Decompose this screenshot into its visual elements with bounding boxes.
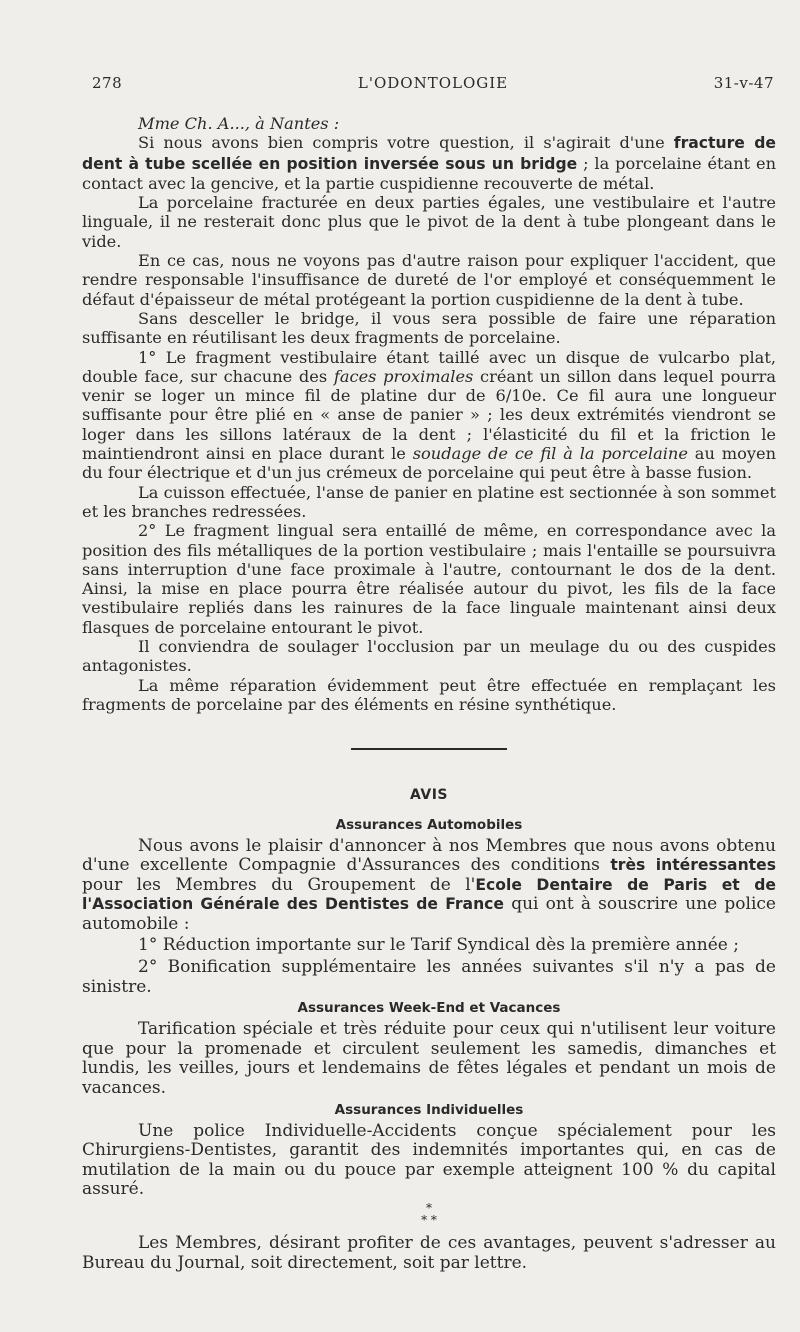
subheading-indiv: Assurances Individuelles	[334, 1101, 524, 1118]
avis-item-1: 1° Réduction importante sur le Tarif Syndical dès la première année ;	[138, 935, 739, 956]
avis-section	[82, 816, 776, 1274]
emphasis-ecole: Ecole Dentaire de Paris et de l'Association Générale des Dentistes de France	[82, 875, 776, 914]
paragraph-7: 2° Le fragment lingual sera entaillé de même, en correspondance avec la position des fils métalliques de la portion vestibulaire ; mais l'entaille se poursuivra sans interruption d'une face proximale à l'autre, contournant le dos de la dent. Ainsi, la mise en place pourra être réalisée autour du pivot, les fils de la face vestibulaire repliés dans les rainures de la face linguale maintenant ainsi deux flasques de porcelaine entourant le pivot.	[82, 521, 776, 637]
issue-date: 31-v-47	[713, 74, 774, 92]
subheading-weekend: Assurances Week-End et Vacances	[297, 1000, 561, 1017]
asterism-top: *	[426, 1201, 432, 1215]
avis-heading: AVIS	[409, 787, 448, 804]
asterism	[82, 1202, 776, 1226]
emphasis-faces: faces proximales	[333, 366, 474, 386]
paragraph-1: Si nous avons bien compris votre question, il s'agirait d'une fracture de dent à tube scellée en position inversée sous un bridge ; la porcelaine étant en contact avec la gencive, et la partie cuspidienne recouverte de métal.	[82, 133, 776, 193]
paragraph-5: 1° Le fragment vestibulaire étant taillé avec un disque de vulcarbo plat, double face, sur chacune des faces proximales créant un sillon dans lequel pourra venir se loger un mince fil de platine dur de 6/10e. Ce fil aura une longueur suffisante pour être plié en « anse de panier » ; les deux extrémités viendront se loger dans les sillons latéraux de la dent ; l'élasticité du fil et la friction le maintiendront ainsi en place durant le soudage de ce fil à la porcelaine au moyen du four électrique et d'un jus crémeux de porcelaine qui peut être à basse fusion.	[82, 347, 776, 483]
emphasis-soudage: soudage de ce fil à la porcelaine	[412, 444, 688, 464]
paragraph-2: La porcelaine fracturée en deux parties égales, une vestibulaire et l'autre linguale, il ne resterait donc plus que le pivot de la dent à tube plongeant dans le vide.	[82, 193, 776, 251]
running-header	[92, 74, 774, 96]
paragraph-6: La cuisson effectuée, l'anse de panier en platine est sectionnée à son sommet et les branches redressées.	[82, 482, 776, 521]
section-divider	[351, 748, 507, 750]
journal-title: L'ODONTOLOGIE	[357, 74, 509, 92]
paragraph-9: La même réparation évidemment peut être effectuée en remplaçant les fragments de porcelaine par des éléments en résine synthétique.	[82, 675, 776, 714]
emphasis-interessantes: très intéressantes	[610, 856, 776, 875]
avis-weekend-paragraph: Tarification spéciale et très réduite pour ceux qui n'utilisent leur voiture que pour la promenade et circulent seulement les samedis, dimanches et lundis, les veilles, jours et lendemains de fêtes légales et pendant un mois de vacances.	[82, 1019, 776, 1099]
page-body	[82, 114, 776, 1275]
emphasis-fracture: fracture de dent à tube scellée en position inversée sous un bridge	[82, 134, 776, 173]
subheading-auto: Assurances Automobiles	[335, 816, 523, 833]
avis-indiv-paragraph: Une police Individuelle-Accidents conçue spécialement pour les Chirurgiens-Dentistes, garantit des indemnités importantes qui, en cas de mutilation de la main ou du pouce par exemple atteignent 100 % du capital assuré.	[82, 1120, 776, 1200]
paragraph-8: Il conviendra de soulager l'occlusion par un meulage du ou des cuspides antagonistes.	[82, 637, 776, 676]
asterism-bottom: * *	[421, 1213, 437, 1227]
avis-auto-paragraph: Nous avons le plaisir d'annoncer à nos Membres que nous avons obtenu d'une excellente Compagnie d'Assurances des conditions très intéressantes pour les Membres du Groupement de l'Ecole Dentaire de Paris et de l'Association Générale des Dentistes de France qui ont à souscrire une police automobile :	[82, 835, 776, 934]
paragraph-4: Sans desceller le bridge, il vous sera possible de faire une réparation suffisante en réutilisant les deux fragments de porcelaine.	[82, 308, 776, 348]
salutation: Mme Ch. A..., à Nantes :	[138, 114, 340, 133]
paragraph-3: En ce cas, nous ne voyons pas d'autre raison pour expliquer l'accident, que rendre responsable l'insuffisance de dureté de l'or employé et conséquemment le défaut d'épaisseur de métal protégeant la portion cuspidienne de la dent à tube.	[82, 251, 776, 309]
page-number: 278	[92, 74, 123, 92]
avis-item-2: 2° Bonification supplémentaire les années suivantes s'il n'y a pas de sinistre.	[82, 957, 776, 997]
avis-closing: Les Membres, désirant profiter de ces avantages, peuvent s'adresser au Bureau du Journal, soit directement, soit par lettre.	[82, 1233, 776, 1273]
